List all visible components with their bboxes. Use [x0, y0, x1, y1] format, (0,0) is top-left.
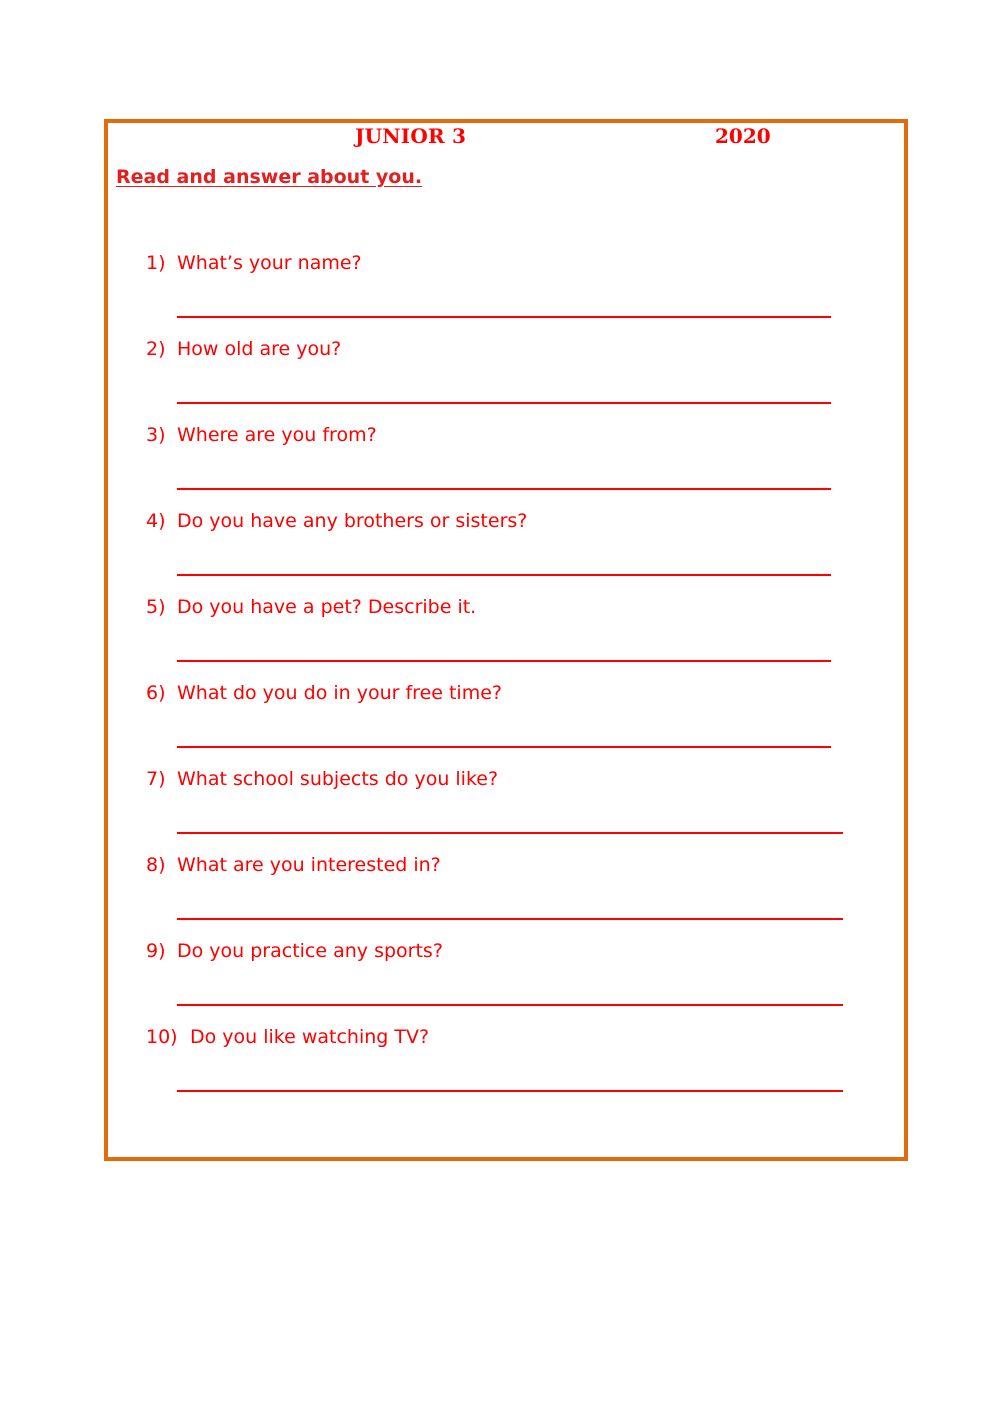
question-5	[146, 596, 476, 618]
answer-line-1[interactable]	[177, 316, 831, 318]
question-4	[146, 510, 527, 532]
question-text: What’s your name?	[177, 252, 362, 274]
question-number: 1)	[146, 252, 166, 274]
question-7	[146, 768, 498, 790]
answer-line-8[interactable]	[177, 918, 843, 920]
question-text: Do you like watching TV?	[190, 1026, 430, 1048]
question-number: 8)	[146, 854, 166, 876]
answer-line-3[interactable]	[177, 488, 831, 490]
question-number: 2)	[146, 338, 166, 360]
question-number: 3)	[146, 424, 166, 446]
answer-line-6[interactable]	[177, 746, 831, 748]
instruction-heading: Read and answer about you.	[116, 166, 423, 188]
question-text: What are you interested in?	[177, 854, 441, 876]
answer-line-4[interactable]	[177, 574, 831, 576]
question-number: 4)	[146, 510, 166, 532]
question-3	[146, 424, 377, 446]
worksheet-title: JUNIOR 3	[355, 124, 467, 148]
worksheet-year: 2020	[715, 124, 771, 148]
question-8	[146, 854, 441, 876]
question-6	[146, 682, 502, 704]
question-10	[146, 1026, 429, 1048]
question-1	[146, 252, 362, 274]
answer-line-10[interactable]	[177, 1090, 843, 1092]
question-text: Do you practice any sports?	[177, 940, 443, 962]
question-text: What do you do in your free time?	[177, 682, 502, 704]
question-text: What school subjects do you like?	[177, 768, 499, 790]
question-number: 5)	[146, 596, 166, 618]
question-text: How old are you?	[177, 338, 342, 360]
question-text: Where are you from?	[177, 424, 377, 446]
question-number: 6)	[146, 682, 166, 704]
answer-line-9[interactable]	[177, 1004, 843, 1006]
question-text: Do you have a pet? Describe it.	[177, 596, 477, 618]
answer-line-2[interactable]	[177, 402, 831, 404]
answer-line-7[interactable]	[177, 832, 843, 834]
question-number: 9)	[146, 940, 166, 962]
question-text: Do you have any brothers or sisters?	[177, 510, 528, 532]
question-9	[146, 940, 443, 962]
question-number: 7)	[146, 768, 166, 790]
answer-line-5[interactable]	[177, 660, 831, 662]
question-2	[146, 338, 341, 360]
question-number: 10)	[146, 1026, 178, 1048]
